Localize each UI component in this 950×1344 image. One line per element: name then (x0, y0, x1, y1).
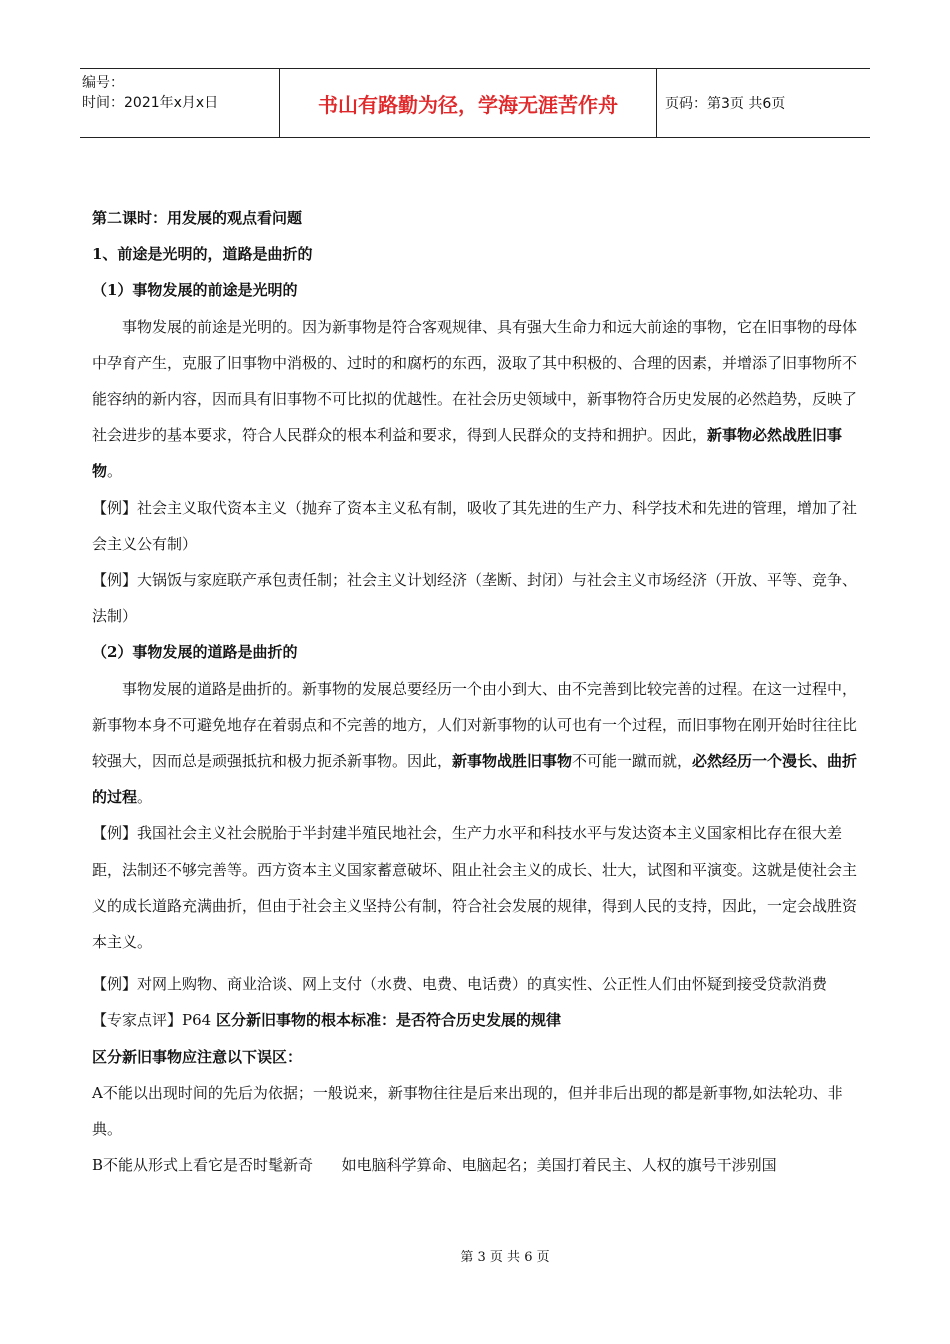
list-item: A不能以出现时间的先后为依据；一般说来，新事物往往是后来出现的，但并非后出现的都是新事物,如法轮功、非典。 (92, 1083, 843, 1139)
example: 【例】对网上购物、商业洽谈、网上支付（水费、电费、电话费）的真实性、公正性人们由怀疑到接受贷款消费 (92, 975, 828, 994)
page-footer: 第 3 页 共 6 页 (460, 1250, 550, 1265)
example: 【例】我国社会主义社会脱胎于半封建半殖民地社会，生产力水平和科技水平与发达资本主义国家相比存在很大差距，法制还不够完善等。西方资本主义国家蓄意破坏、阻止社会主义的成长、壮大，试图和平演变。这就是使社会主义的成长道路充满曲折，但由于社会主义坚持公有制，符合社会发展的规律，得到人民的支持，因此，一定会战胜资本主义。 (92, 824, 858, 952)
header-date: 时间：2021年x月x日 (82, 95, 219, 111)
paragraph: 事物发展的前途是光明的。因为新事物是符合客观规律、具有强大生命力和远大前途的事物，它在旧事物的母体中孕育产生，克服了旧事物中消极的、过时的和腐朽的东西，汲取了其中积极的、合理的因素，并增添了旧事物所不能容纳的新内容，因而具有旧事物不可比拟的优越性。在社会历史领域中，新事物符合历史发展的必然趋势，反映了社会进步的基本要求，符合人民群众的根本利益和要求，得到人民群众的支持和拥护。因此，新事物必然战胜旧事物。 (92, 317, 858, 481)
lesson-title: 第二课时：用发展的观点看问题 (92, 209, 303, 227)
subsection-heading: （1）事物发展的前途是光明的 (92, 281, 298, 300)
misconceptions-heading: 区分新旧事物应注意以下误区： (92, 1047, 303, 1066)
list-item: B不能从形式上看它是否时髦新奇 如电脑科学算命、电脑起名；美国打着民主、人权的旗号干涉别国 (92, 1156, 777, 1175)
example: 【例】大锅饭与家庭联产承包责任制；社会主义计划经济（垄断、封闭）与社会主义市场经济（开放、平等、竞争、法制） (92, 571, 858, 626)
example: 【例】社会主义取代资本主义（抛弃了资本主义私有制，吸收了其先进的生产力、科学技术和先进的管理，增加了社会主义公有制） (92, 498, 858, 553)
section-heading: 1、前途是光明的，道路是曲折的 (92, 245, 313, 264)
header-motto: 书山有路勤为径，学海无涯苦作舟 (280, 69, 657, 137)
header-page-number: 页码：第3页 共6页 (665, 96, 786, 112)
header-meta (80, 69, 280, 137)
page-header (80, 68, 870, 138)
subsection-heading: （2）事物发展的道路是曲折的 (92, 643, 298, 662)
expert-comment: 【专家点评】P64 区分新旧事物的根本标准：是否符合历史发展的规律 (92, 1011, 561, 1030)
paragraph: 事物发展的道路是曲折的。新事物的发展总要经历一个由小到大、由不完善到比较完善的过程。在这一过程中，新事物本身不可避免地存在着弱点和不完善的地方，人们对新事物的认可也有一个过程，而旧事物在刚开始时往往比较强大，因而总是顽强抵抗和极力扼杀新事物。因此，新事物战胜旧事物不可能一蹴而就，必然经历一个漫长、曲折的过程。 (92, 679, 858, 807)
header-number: 编号： (82, 75, 124, 91)
document-body (92, 200, 862, 1183)
